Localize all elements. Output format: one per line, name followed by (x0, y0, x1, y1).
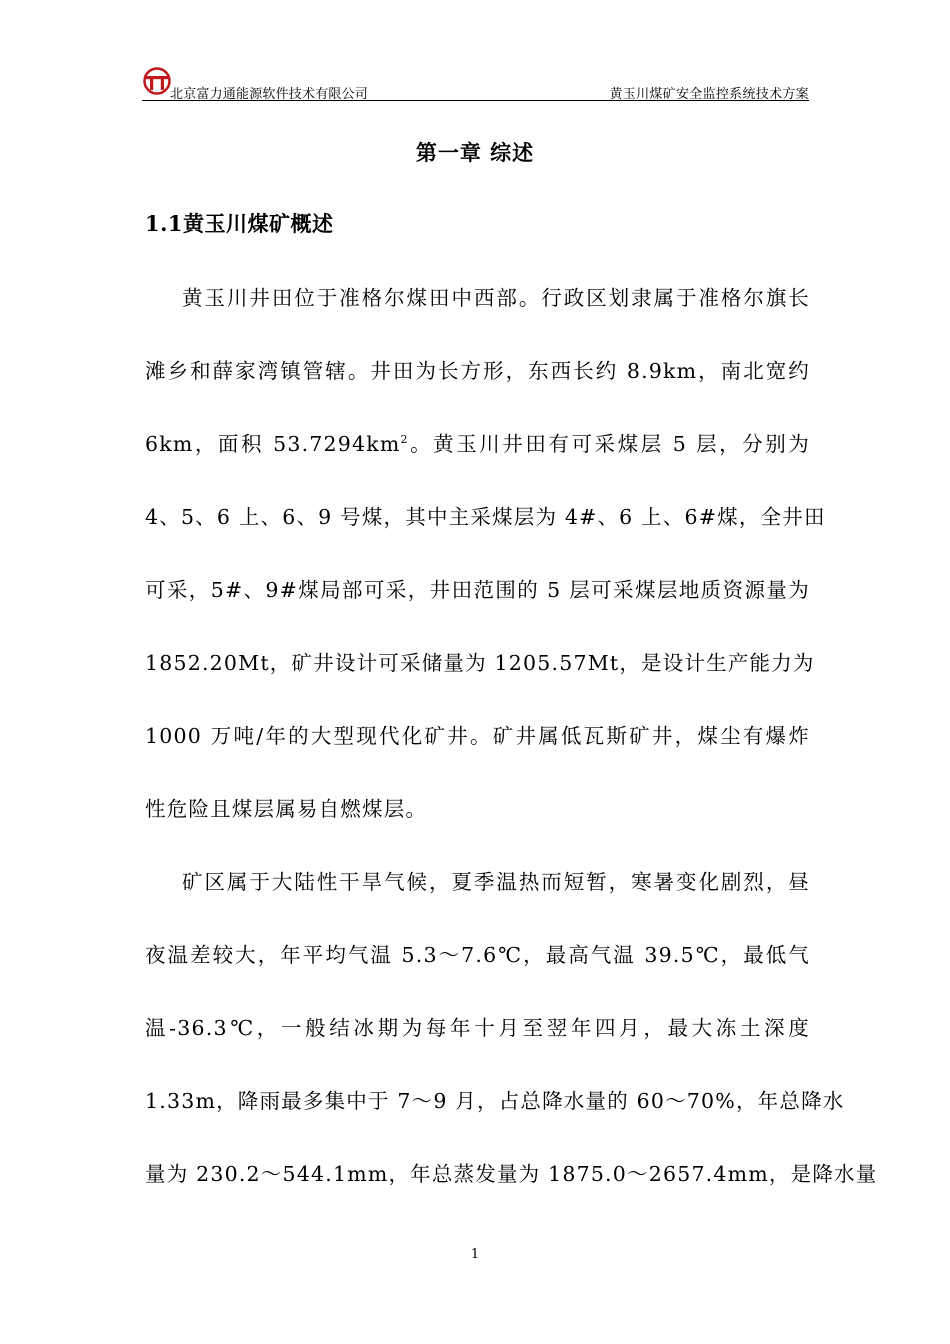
text-line: 1.33m，降雨最多集中于 7～9 月，占总降水量的 60～70%，年总降水 (145, 1089, 845, 1113)
section-title: 1.1黄玉川煤矿概述 (145, 211, 334, 236)
text-line: 夜温差较大，年平均气温 5.3～7.6℃，最高气温 39.5℃，最低气 (145, 943, 810, 967)
page-number: 1 (470, 1247, 480, 1262)
paragraph-climate (145, 862, 878, 1227)
text-line: 可采，5#、9#煤局部可采，井田范围的 5 层可采煤层地质资源量为 (145, 578, 810, 602)
text-fragment: 。黄玉川井田有可采煤层 5 层，分别为 (408, 432, 810, 456)
text-line: 1000 万吨/年的大型现代化矿井。矿井属低瓦斯矿井，煤尘有爆炸 (145, 724, 810, 748)
text-line: 黄玉川井田位于准格尔煤田中西部。行政区划隶属于准格尔旗长 (182, 286, 810, 310)
company-name: 北京富力通能源软件技术有限公司 (170, 87, 369, 102)
text-line: 1852.20Mt，矿井设计可采储量为 1205.57Mt，是设计生产能力为 (145, 651, 815, 675)
text-line: 性危险且煤层属易自燃煤层。 (145, 797, 428, 821)
paragraph-overview (145, 278, 826, 862)
page-header (142, 62, 809, 101)
text-line: 矿区属于大陆性干旱气候，夏季温热而短暂，寒暑变化剧烈，昼 (182, 870, 810, 894)
text-line: 4、5、6 上、6、9 号煤，其中主采煤层为 4#、6 上、6#煤，全井田 (145, 505, 826, 529)
company-logo-icon (142, 66, 172, 96)
text-line: 滩乡和薛家湾镇管辖。井田为长方形，东西长约 8.9km，南北宽约 (145, 359, 810, 383)
text-line: 温-36.3℃，一般结冰期为每年十月至翌年四月，最大冻土深度 (145, 1016, 810, 1040)
text-line (145, 424, 810, 497)
chapter-title: 第一章 综述 (415, 140, 535, 165)
document-title: 黄玉川煤矿安全监控系统技术方案 (609, 87, 809, 102)
text-line: 量为 230.2～544.1mm，年总蒸发量为 1875.0～2657.4mm，是降水量 (145, 1162, 878, 1186)
text-fragment: 6km，面积 53.7294km (145, 432, 401, 456)
superscript: 2 (400, 433, 409, 447)
